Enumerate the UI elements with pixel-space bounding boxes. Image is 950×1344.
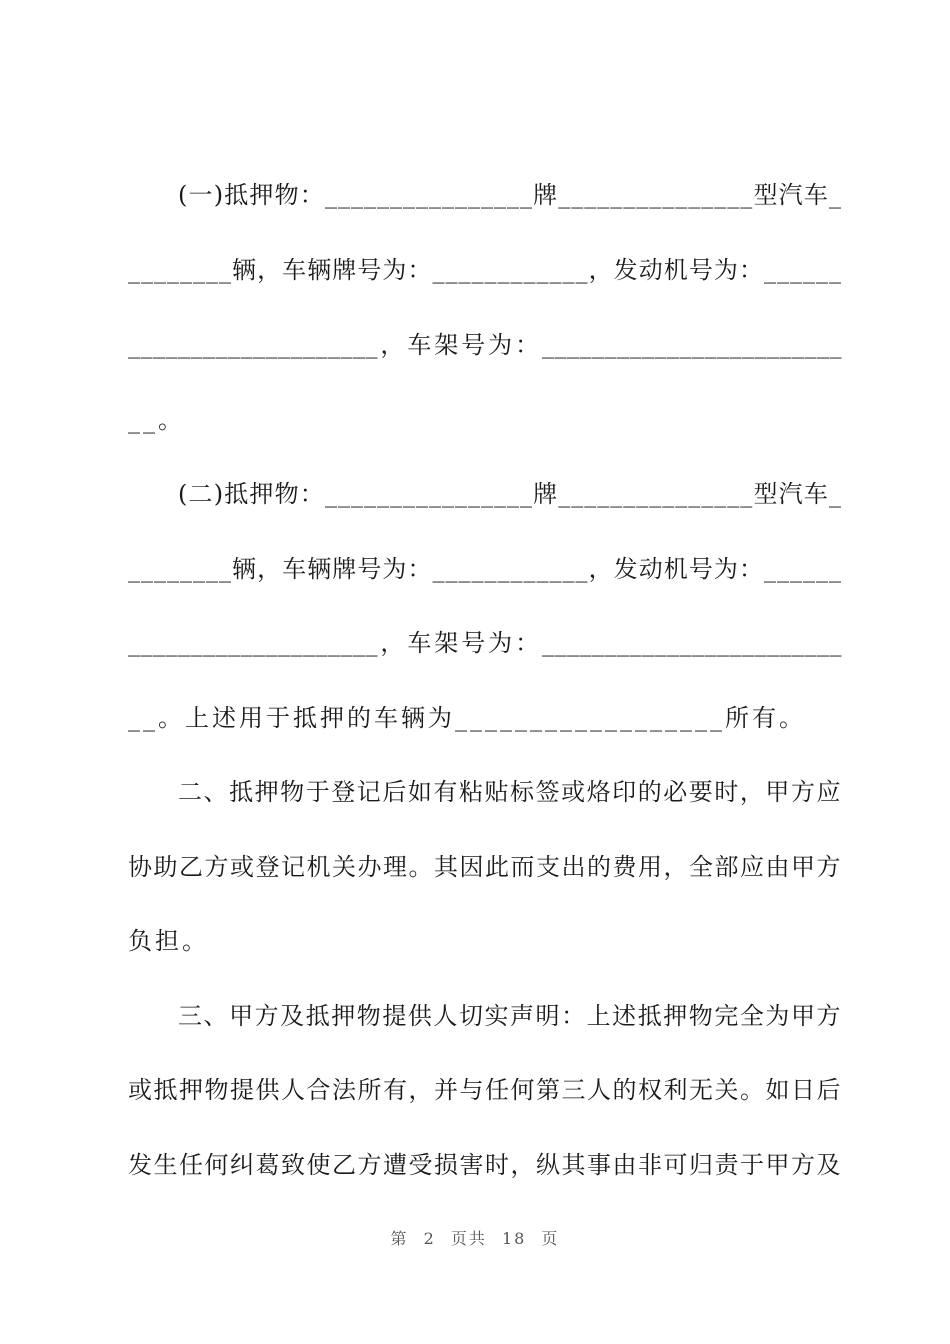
page-number-footer: 第 2 页共 18 页: [390, 1229, 560, 1248]
paragraph-line-6: ________辆，车辆牌号为：____________，发动机号为：______: [128, 555, 842, 583]
paragraph-line-10: 协助乙方或登记机关办理。其因此而支出的费用，全部应由甲方: [128, 853, 842, 881]
paragraph-line-3: ____________________，车架号为：________________________: [128, 331, 842, 359]
paragraph-line-9: 二、抵押物于登记后如有粘贴标签或烙印的必要时，甲方应: [178, 778, 842, 806]
paragraph-line-8: __。上述用于抵押的车辆为__________________所有。: [128, 704, 806, 732]
paragraph-line-2: ________辆，车辆牌号为：____________，发动机号为：______: [128, 256, 842, 284]
paragraph-line-12: 三、甲方及抵押物提供人切实声明：上述抵押物完全为甲方: [178, 1002, 842, 1030]
paragraph-line-4: __。: [128, 406, 185, 434]
paragraph-line-14: 发生任何纠葛致使乙方遭受损害时，纵其事由非可归责于甲方及: [128, 1151, 842, 1179]
paragraph-line-13: 或抵押物提供人合法所有，并与任何第三人的权利无关。如日后: [128, 1076, 842, 1104]
paragraph-line-1: (一)抵押物：________________牌_______________型汽车_: [178, 181, 842, 209]
paragraph-line-7: ____________________，车架号为：________________________: [128, 629, 842, 657]
paragraph-line-5: (二)抵押物：________________牌_______________型汽车_: [178, 480, 842, 508]
paragraph-line-11: 负担。: [128, 927, 209, 955]
